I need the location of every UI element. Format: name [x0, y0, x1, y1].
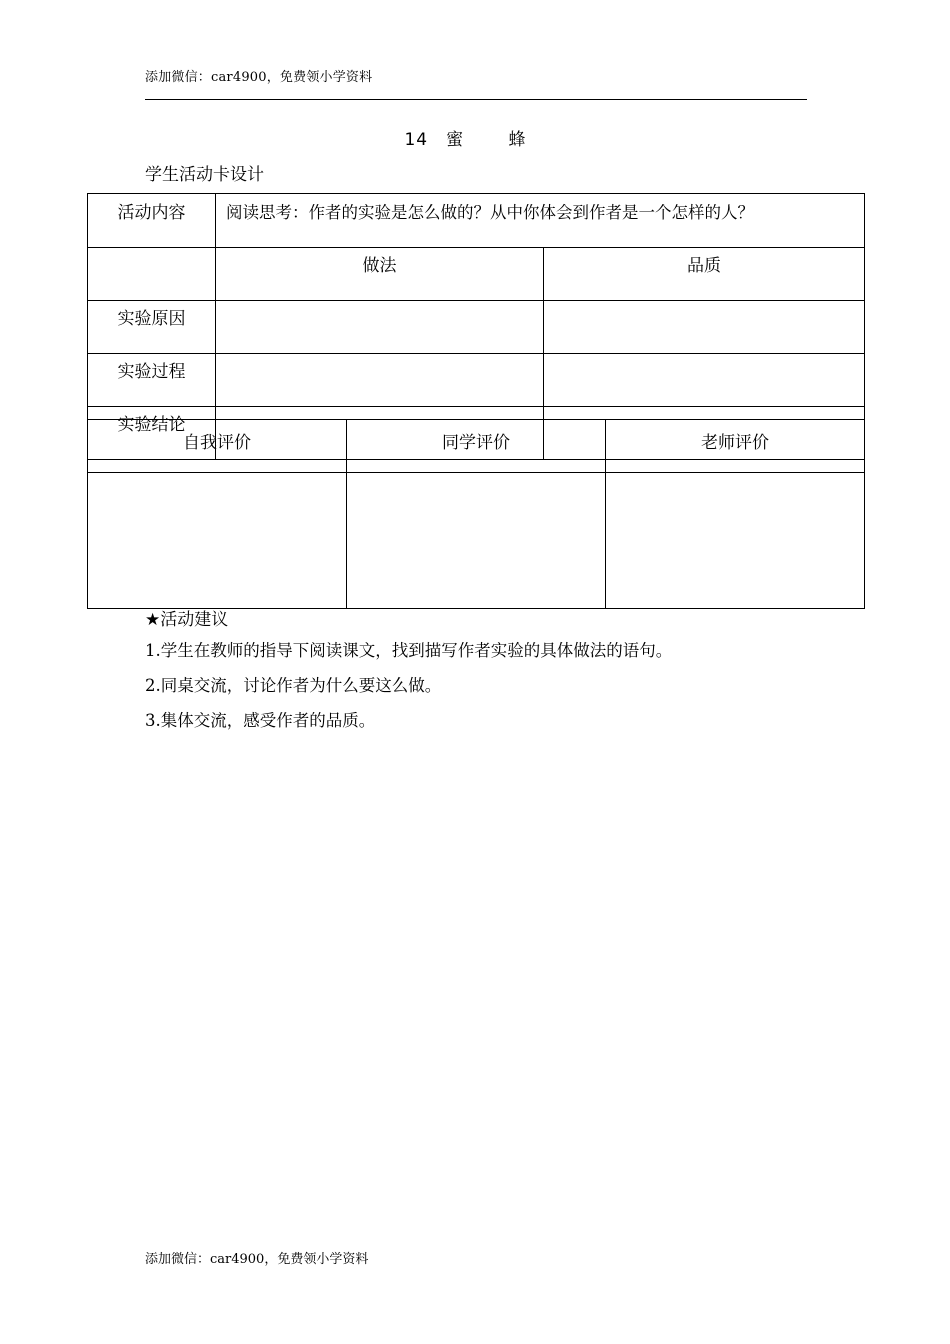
header-note: 添加微信：car4900，免费领小学资料 [145, 70, 373, 85]
cell-quality-reason[interactable] [544, 301, 865, 354]
eval-header-peer: 同学评价 [347, 420, 606, 473]
eval-header-teacher: 老师评价 [606, 420, 865, 473]
row-label-reason: 实验原因 [88, 301, 216, 354]
empty-header-cell [88, 248, 216, 301]
cell-method-reason[interactable] [216, 301, 544, 354]
eval-cell-teacher[interactable] [606, 473, 865, 609]
activity-row [88, 194, 865, 248]
activity-label: 活动内容 [88, 194, 216, 248]
header-quality: 品质 [544, 248, 865, 301]
advice-title: ★活动建议 [145, 610, 229, 630]
advice-item: 1.学生在教师的指导下阅读课文，找到描写作者实验的具体做法的语句。 [145, 641, 673, 660]
cell-method-process[interactable] [216, 354, 544, 407]
evaluation-header-row [88, 420, 865, 473]
eval-header-self: 自我评价 [88, 420, 347, 473]
advice-item: 2.同桌交流，讨论作者为什么要这么做。 [145, 676, 442, 695]
column-header-row [88, 248, 865, 301]
eval-cell-peer[interactable] [347, 473, 606, 609]
lesson-number: 14 [404, 130, 429, 150]
header-method: 做法 [216, 248, 544, 301]
table-row [88, 354, 865, 407]
advice-item: 3.集体交流，感受作者的品质。 [145, 711, 376, 730]
lesson-name: 蜜 蜂 [446, 130, 546, 150]
header-rule [145, 99, 807, 100]
lesson-title [0, 125, 950, 150]
evaluation-body-row [88, 473, 865, 609]
activity-prompt: 阅读思考：作者的实验是怎么做的？从中你体会到作者是一个怎样的人？ [216, 194, 865, 248]
section-title: 学生活动卡设计 [145, 165, 264, 185]
row-label-conclusion: 实验结论 [88, 407, 216, 460]
table-row [88, 301, 865, 354]
evaluation-table [87, 419, 865, 609]
row-label-process: 实验过程 [88, 354, 216, 407]
footer-note: 添加微信：car4900，免费领小学资料 [145, 1252, 369, 1267]
eval-cell-self[interactable] [88, 473, 347, 609]
cell-quality-process[interactable] [544, 354, 865, 407]
